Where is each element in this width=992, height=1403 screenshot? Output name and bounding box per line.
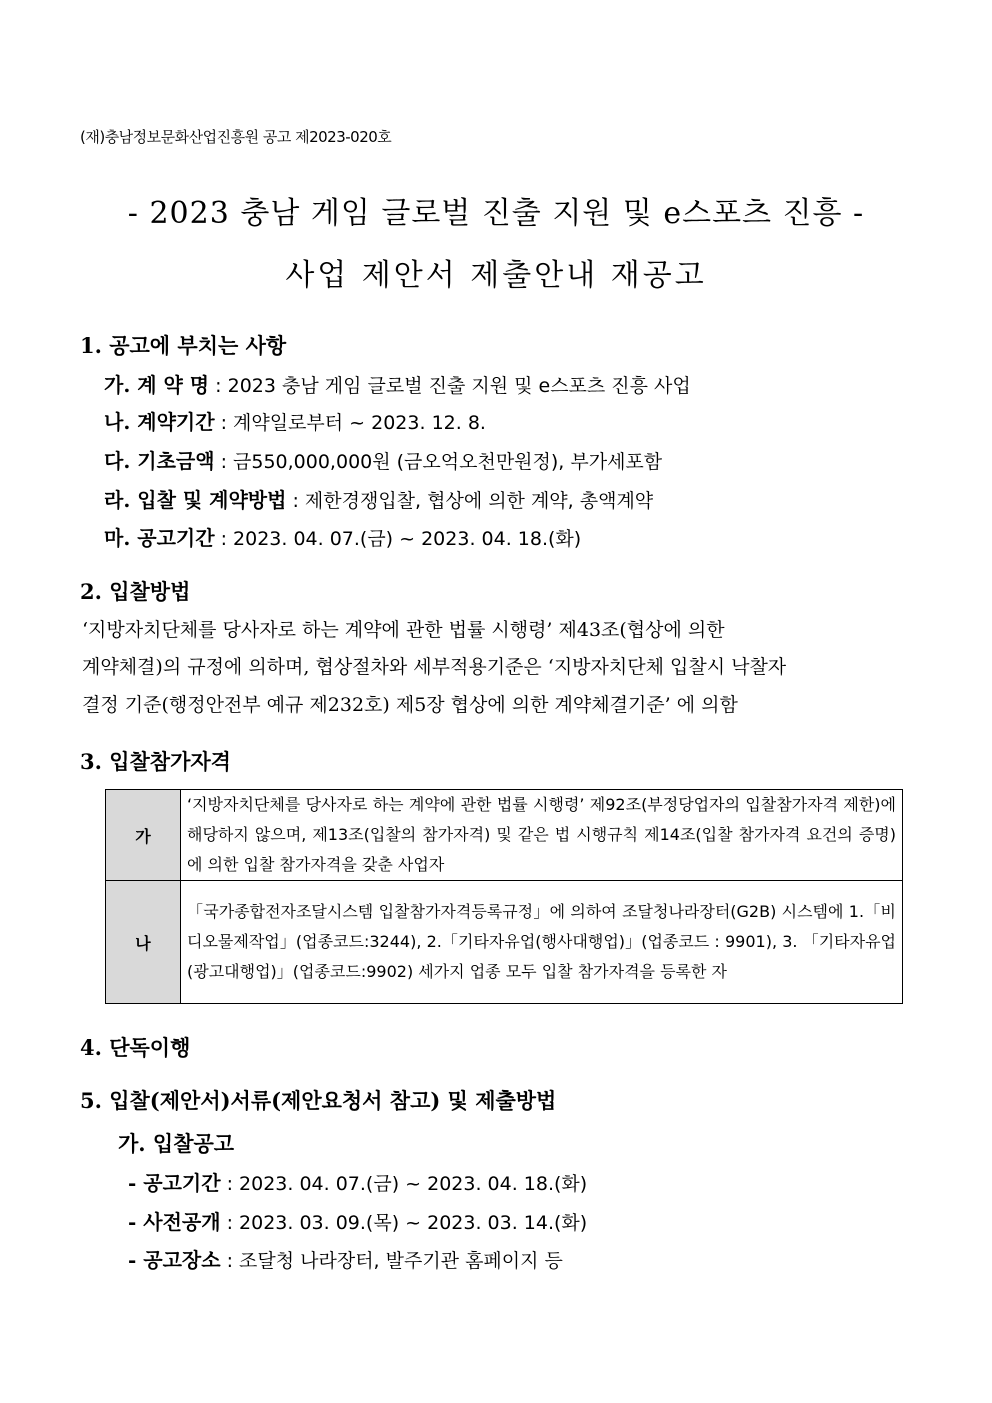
section-2-paragraph-line: 결정 기준(행정안전부 예규 제232호) 제5장 협상에 의한 계약체결기준’ 에 의함 bbox=[82, 694, 738, 716]
section-2-paragraph-line: ‘지방자치단체를 당사자로 하는 계약에 관한 법률 시행령’ 제43조(협상에 의한 bbox=[82, 619, 725, 641]
item-label: 라. 입찰 및 계약방법 bbox=[104, 488, 287, 512]
section-5-heading: 5. 입찰(제안서)서류(제안요청서 참고) 및 제출방법 bbox=[80, 1088, 557, 1113]
table-row bbox=[106, 881, 903, 1004]
row-key: 가 bbox=[106, 790, 181, 881]
section-2-heading: 2. 입찰방법 bbox=[80, 579, 191, 604]
item-value: : 조달청 나라장터, 발주기관 홈페이지 등 bbox=[220, 1250, 563, 1272]
row-text: ‘지방자치단체를 당사자로 하는 계약에 관한 법률 시행령’ 제92조(부정당업자의 입찰참가자격 제한)에 해당하지 않으며, 제13조(입찰의 참가자격) 및 같은 법 시행규칙 제14조(입찰 참가자격 요건의 증명)에 의한 입찰 참가자격을 갖춘 사업자 bbox=[181, 790, 903, 881]
title-line-1: - 2023 충남 게임 글로벌 진출 지원 및 e스포츠 진흥 - bbox=[127, 196, 865, 231]
title-line-2: 사업 제안서 제출안내 재공고 bbox=[285, 258, 707, 293]
row-key: 나 bbox=[106, 881, 181, 1004]
qualification-table bbox=[105, 789, 903, 1004]
item-value: : 2023. 03. 09.(목) ~ 2023. 03. 14.(화) bbox=[220, 1212, 588, 1234]
notice-number: (재)충남정보문화산업진흥원 공고 제2023-020호 bbox=[80, 128, 392, 146]
item-value: : 제한경쟁입찰, 협상에 의한 계약, 총액계약 bbox=[286, 490, 654, 512]
section-1-item bbox=[104, 484, 653, 513]
section-1-heading: 1. 공고에 부치는 사항 bbox=[80, 333, 287, 358]
item-value: : 2023. 04. 07.(금) ~ 2023. 04. 18.(화) bbox=[220, 1173, 588, 1195]
section-5-subheading: 가. 입찰공고 bbox=[118, 1131, 235, 1156]
section-2-paragraph-line: 계약체결)의 규정에 의하며, 협상절차와 세부적용기준은 ‘지방자치단체 입찰시 낙찰자 bbox=[82, 656, 787, 678]
item-label: - 공고기간 bbox=[128, 1171, 221, 1195]
row-text: 「국가종합전자조달시스템 입찰참가자격등록규정」에 의하여 조달청나라장터(G2B) 시스템에 1.「비디오물제작업」(업종코드:3244), 2.「기타자유업(행사대행업)」(업종코드 : 9901), 3. 「기타자유업(광고대행업)」(업종코드:9902) 세가지 업종 모두 입찰 참가자격을 등록한 자 bbox=[181, 881, 903, 1004]
section-1-item bbox=[104, 522, 581, 551]
item-label: 나. 계약기간 bbox=[104, 410, 215, 434]
section-5-item bbox=[128, 1206, 587, 1235]
section-1-item bbox=[104, 369, 691, 398]
item-value: : 2023. 04. 07.(금) ~ 2023. 04. 18.(화) bbox=[214, 528, 582, 550]
item-label: 마. 공고기간 bbox=[104, 526, 215, 550]
item-value: : 2023 충남 게임 글로벌 진출 지원 및 e스포츠 진흥 사업 bbox=[209, 375, 691, 397]
section-5-item bbox=[128, 1167, 587, 1196]
table-row bbox=[106, 790, 903, 881]
item-label: - 사전공개 bbox=[128, 1210, 221, 1234]
item-value: : 금550,000,000원 (금오억오천만원정), 부가세포함 bbox=[214, 451, 663, 473]
section-5-item bbox=[128, 1244, 563, 1273]
item-label: 가. 계 약 명 bbox=[104, 373, 210, 397]
section-1-item bbox=[104, 445, 662, 474]
section-1-item bbox=[104, 406, 486, 435]
section-3-heading: 3. 입찰참가자격 bbox=[80, 749, 231, 774]
item-label: 다. 기초금액 bbox=[104, 449, 215, 473]
item-value: : 계약일로부터 ~ 2023. 12. 8. bbox=[214, 412, 486, 434]
section-4-heading: 4. 단독이행 bbox=[80, 1035, 191, 1060]
item-label: - 공고장소 bbox=[128, 1248, 221, 1272]
